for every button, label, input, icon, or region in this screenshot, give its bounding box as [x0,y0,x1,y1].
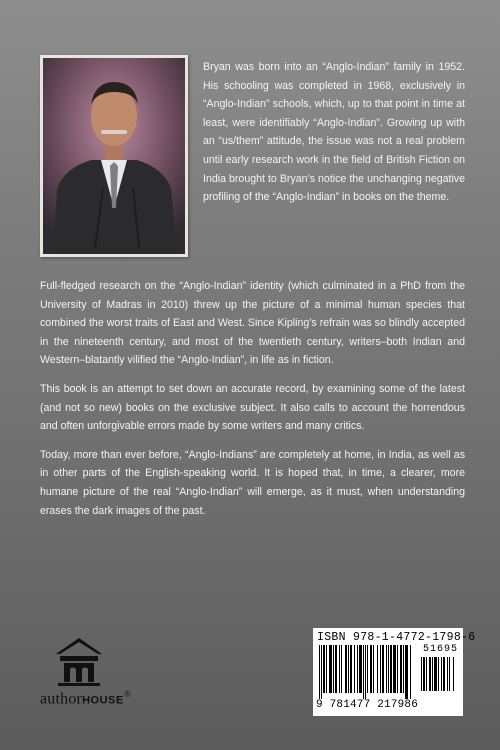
barcode-bar [434,657,437,691]
barcode-bar [429,657,431,691]
barcode-bar [377,645,378,693]
barcode-bar [403,645,404,693]
registered-mark: ® [123,689,131,699]
barcode-bar [390,645,392,693]
barcode-bar [410,645,411,699]
barcode-bar [370,645,372,693]
description-paragraph-research: Full-fledged research on the “Anglo-Indian” identity (which culminated in a PhD from the University of Madras in 2010) threw up the picture of a minimal human species that combined the worst traits of East and West. Since Kipling’s refrain was so blindly accepted in the nineteenth century, and most of the twentieth century, writers–both Indian and Western–blatantly vilified the “Anglo-Indian”, in life as in fiction. [40,280,465,367]
authorhouse-house-logo-icon [54,636,104,686]
barcode-bar [405,645,408,699]
barcode-bar [333,645,334,693]
barcode-bar [367,645,368,693]
barcode-bar [354,645,355,693]
author-photo [40,55,188,257]
ean-barcode-bars [319,645,417,699]
barcode-bar [321,645,322,699]
barcode-bar [350,645,352,693]
barcode-bar [319,645,320,699]
barcode-bar [359,645,362,693]
barcode-bar [386,645,387,693]
isbn-barcode [313,628,476,716]
barcode-bar [441,657,442,691]
barcode-bar [365,645,366,699]
author-portrait-image [43,58,185,254]
barcode-bar [421,657,422,691]
barcode-bar [357,645,358,693]
barcode-bar [453,657,454,691]
barcode-bar [423,657,425,691]
barcode-bar [447,657,448,691]
barcode-bar [397,645,398,693]
barcode-bar [341,645,342,693]
barcode-bar [345,645,347,693]
publisher-logo [40,636,160,716]
addon-code: 51695 [423,644,459,655]
barcode-bar [329,645,332,693]
barcode-bar [388,645,389,693]
barcode-bar [426,657,427,691]
isbn-label: ISBN 978-1-4772-1798-6 [317,631,476,644]
barcode-bar [363,645,364,699]
barcode-bar [339,645,340,693]
barcode-bar [323,645,325,693]
publisher-name-house: HOUSE [82,694,124,707]
author-bio-paragraph: Bryan was born into an “Anglo-Indian” family in 1952. His schooling was completed in 1968, exclusively in “Anglo-Indian” schools, which, up to that point in time at least, were identifiably “Anglo-Indian”. Growing up with an “us/them” attitude, the issue was not a real problem until early research work in the field of British Fiction on India brought to Bryan’s notice the unchanging negative profiling of the “Anglo-Indian” in books on the theme. [203,61,465,204]
publisher-name-author: author [40,690,83,708]
barcode-bar [348,645,349,693]
barcode-bar [393,645,396,693]
barcode-bar [449,657,450,691]
barcode-bar [326,645,327,693]
barcode-bar [432,657,433,691]
barcode-bar [443,657,445,691]
barcode-bar [400,645,402,693]
barcode-bar [382,645,384,693]
description-paragraph-today: Today, more than ever before, “Anglo-Indians” are completely at home, in India, as well as in other parts of the English-speaking world. It is hoped that, in time, a clearer, more humane picture of the real “Anglo-Indian” will emerge, as it must, when understanding erases the dark images of the past. [40,448,465,517]
barcode-bar [373,645,374,693]
publisher-name [40,689,131,708]
description-paragraph-purpose: This book is an attempt to set down an accurate record, by examining some of the latest (and not so new) books on the exclusive subject. It also calls to account the horrendous and often unforgivable errors made by some writers and many critics. [40,382,465,433]
barcode-bar [438,657,439,691]
book-description [40,277,465,530]
addon-barcode-bars [421,657,461,697]
barcode-bar [335,645,337,693]
barcode-bar [380,645,381,693]
ean-digits: 9 781477 217986 [316,699,419,711]
